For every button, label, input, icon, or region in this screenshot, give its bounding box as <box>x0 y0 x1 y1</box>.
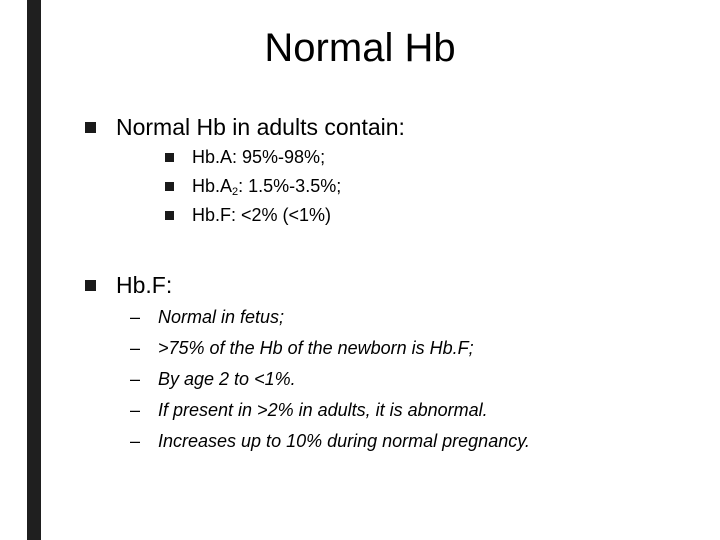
square-bullet-icon <box>165 182 174 191</box>
dash-bullet: – <box>130 307 141 327</box>
slide-title: Normal Hb <box>264 26 456 70</box>
square-bullet-icon <box>165 153 174 162</box>
bullet-text: Hb.F: <box>116 272 173 298</box>
square-bullet-icon <box>85 122 96 133</box>
list-item <box>165 201 341 230</box>
item-text: >75% of the Hb of the newborn is Hb.F; <box>158 338 474 358</box>
hb-composition-list <box>165 143 341 230</box>
bullet-normal-hb-adults <box>85 112 405 142</box>
dash-bullet: – <box>130 369 141 389</box>
item-text: Normal in fetus; <box>158 307 285 327</box>
dash-bullet: – <box>130 400 141 420</box>
list-item <box>130 333 530 364</box>
item-text: Hb.A: 95%-98%; <box>192 147 326 167</box>
item-text: By age 2 to <1%. <box>158 369 296 389</box>
item-text: Increases up to 10% during normal pregnancy. <box>158 431 530 451</box>
bullet-text: Normal Hb in adults contain: <box>116 114 405 140</box>
hbf-details-list <box>130 302 530 457</box>
dash-bullet: – <box>130 431 141 451</box>
square-bullet-icon <box>85 280 96 291</box>
list-item <box>130 364 530 395</box>
square-bullet-icon <box>165 211 174 220</box>
list-item <box>130 395 530 426</box>
dash-bullet: – <box>130 338 141 358</box>
list-item <box>130 302 530 333</box>
list-item <box>165 143 341 172</box>
item-text: If present in >2% in adults, it is abnormal. <box>158 400 488 420</box>
item-text: Hb.F: <2% (<1%) <box>192 205 332 225</box>
bullet-hbf <box>85 270 172 300</box>
list-item <box>130 426 530 457</box>
left-accent-bar <box>27 0 41 540</box>
list-item <box>165 172 341 201</box>
item-text: $Hb.A_2$: 1.5%-3.5%; <box>192 176 342 198</box>
